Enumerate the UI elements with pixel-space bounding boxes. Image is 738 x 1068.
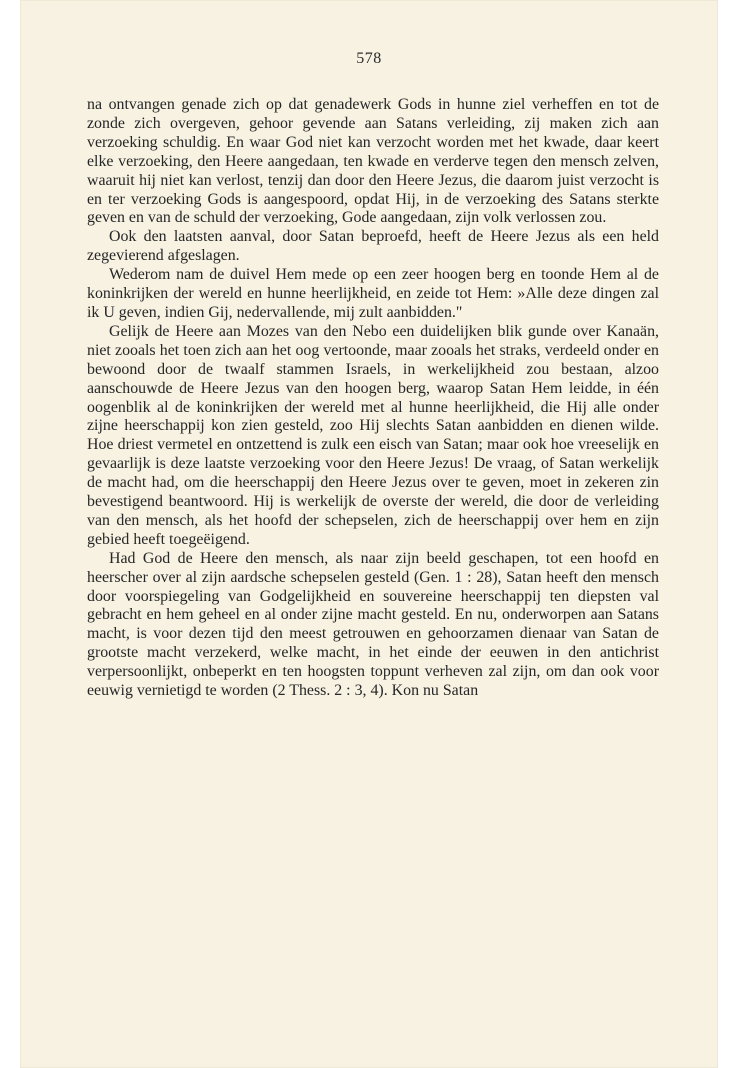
paragraph-2: Ook den laatsten aanval, door Satan beproefd, heeft de Heere Jezus als een held zegevierend afgeslagen. (87, 228, 659, 265)
page-number: 578 (356, 50, 382, 67)
book-page (20, 0, 718, 1068)
paragraph-4: Gelijk de Heere aan Mozes van den Nebo een duidelijken blik gunde over Kanaän, niet zooals het toen zich aan het oog vertoonde, maar zooals het straks, verdeeld onder en bewoond door de twaalf stammen Israels, in werkelijkheid zou bestaan, alzoo aanschouwde de Heere Jezus van den hoogen berg, waarop Satan Hem leidde, in één oogenblik al de koninkrijken der wereld met al hunne heerlijkheid, die Hij alle onder zijne heerschappij kon zien gesteld, zoo Hij slechts Satan aanbidden en dienen wilde. Hoe driest vermetel en ontzettend is zulk een eisch van Satan; maar ook hoe vreeselijk en gevaarlijk is deze laatste verzoeking voor den Heere Jezus! De vraag, of Satan werkelijk de macht had, om die heerschappij den Heere Jezus over te geven, moet in zekeren zin bevestigend beantwoord. Hij is werkelijk de overste der wereld, die door de verleiding van den mensch, als het hoofd der schepselen, zich de heerschappij over hem en zijn gebied heeft toegeëigend. (87, 322, 659, 548)
body-text (87, 96, 659, 701)
paragraph-3: Wederom nam de duivel Hem mede op een zeer hoogen berg en toonde Hem al de koninkrijken der wereld en hunne heerlijkheid, en zeide tot Hem: »Alle deze dingen zal ik U geven, indien Gij, nedervallende, mij zult aanbidden." (87, 266, 659, 321)
paragraph-1: na ontvangen genade zich op dat genadewerk Gods in hunne ziel verheffen en tot de zonde zich overgeven, gehoor gevende aan Satans verleiding, zij maken zich aan verzoeking schuldig. En waar God niet kan verzocht worden met het kwade, daar keert elke verzoeking, den Heere aangedaan, ten kwade en verderve tegen den mensch zelven, waaruit hij niet kan verlost, tenzij dan door den Heere Jezus, die daarom juist verzocht is en ter verzoeking Gods is aangespoord, opdat Hij, in de verzoeking des Satans sterkte geven en van de schuld der verzoeking, Gode aangedaan, zijn volk verlossen zou. (87, 96, 659, 227)
paragraph-5: Had God de Heere den mensch, als naar zijn beeld geschapen, tot een hoofd en heerscher over al zijn aardsche schepselen gesteld (Gen. 1 : 28), Satan heeft den mensch door voorspiegeling van Godgelijkheid en souvereine heerschappij ten diepsten val gebracht en hem geheel en al onder zijne macht gesteld. En nu, onderworpen aan Satans macht, is voor dezen tijd den meest getrouwen en gehoorzamen dienaar van Satan de grootste macht verzekerd, welke macht, in het einde der eeuwen in den antichrist verpersoonlijkt, onbeperkt en ten hoogsten toppunt verheven zal zijn, om dan ook voor eeuwig vernietigd te worden (2 Thess. 2 : 3, 4). Kon nu Satan (87, 549, 659, 700)
